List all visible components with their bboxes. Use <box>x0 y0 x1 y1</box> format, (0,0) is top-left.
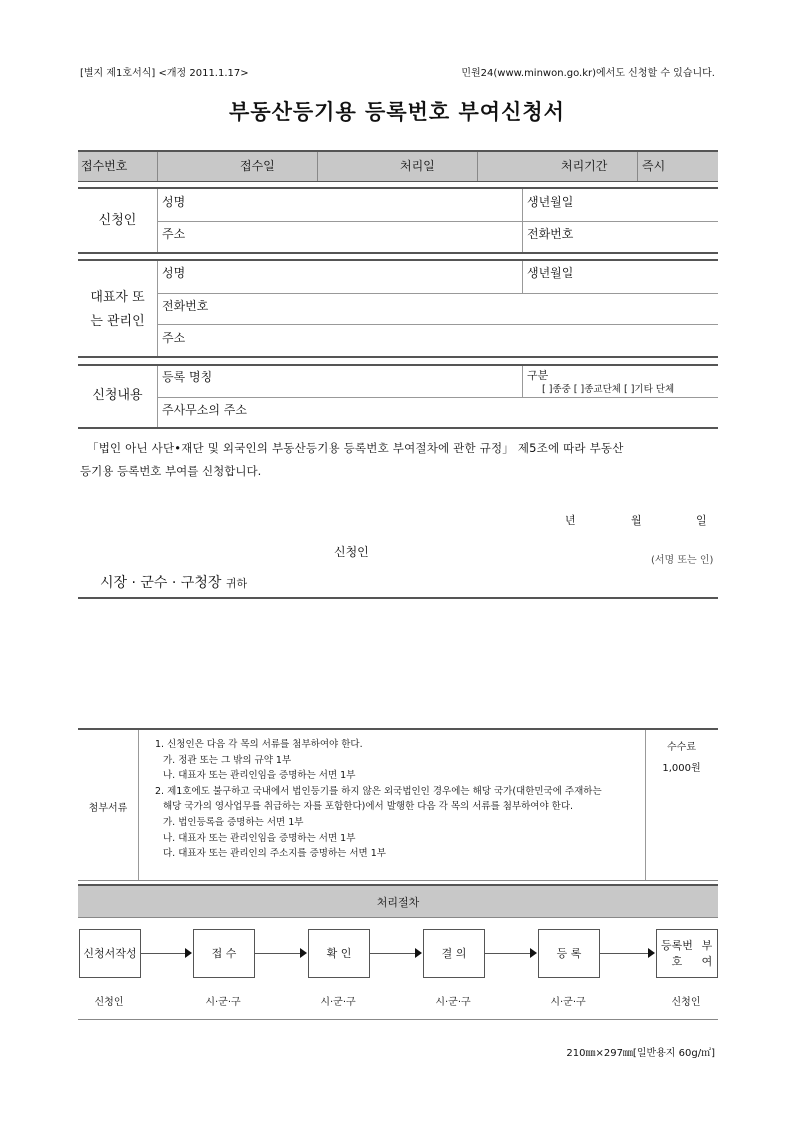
procedure-top-border <box>78 884 718 886</box>
applicant-birth-field[interactable]: 생년월일 <box>527 195 574 209</box>
category-label: 구분 <box>527 369 549 382</box>
rep-birth-field[interactable]: 생년월일 <box>527 266 574 280</box>
receipt-divider <box>637 152 638 181</box>
procedure-arrow-icon <box>648 948 655 958</box>
attachment-item: 나. 대표자 또는 관리인임을 증명하는 서면 1부 <box>163 770 356 782</box>
procedure-step-actor: 시·군·구 <box>550 997 586 1008</box>
procedure-step-box <box>79 929 141 978</box>
applicant-name-field[interactable]: 성명 <box>162 195 186 209</box>
attachments-label-divider <box>138 730 139 880</box>
process-period-label: 처리기간 <box>561 159 608 173</box>
procedure-step-box <box>538 929 600 978</box>
attachment-item: 나. 대표자 또는 관리인임을 증명하는 서면 1부 <box>163 832 356 844</box>
receipt-number-label: 접수번호 <box>81 159 128 173</box>
date-year: 년 <box>565 514 576 527</box>
rep-bottom-border <box>78 356 718 358</box>
procedure-step-actor: 시·군·구 <box>320 997 356 1008</box>
applicant-row-divider <box>157 221 718 222</box>
form-number: [별지 제1호서식] <개정 2011.1.17> <box>80 68 249 79</box>
receipt-divider <box>477 152 478 181</box>
rep-row-divider <box>157 293 718 294</box>
date-day: 일 <box>696 514 707 527</box>
procedure-step-label: 신청서 <box>83 946 116 960</box>
fee-value: 1,000원 <box>662 763 701 774</box>
applicant-top-border <box>78 187 718 189</box>
procedure-step-box <box>308 929 370 978</box>
procedure-arrow-icon <box>415 948 422 958</box>
receipt-top-border <box>78 150 718 152</box>
recipient-title <box>100 572 247 592</box>
date-month: 월 <box>631 514 642 527</box>
procedure-step-label: 부여 <box>701 938 713 968</box>
content-top-border <box>78 364 718 366</box>
procedure-arrow-icon <box>530 948 537 958</box>
content-section-label: 신청내용 <box>92 388 143 403</box>
rep-section-label-2: 는 관리인 <box>90 314 145 329</box>
content-row-divider <box>157 397 718 398</box>
receipt-date-label: 접수일 <box>240 159 275 173</box>
statement-line-1: 「법인 아닌 사단•재단 및 외국인의 부동산등기용 등록번호 부여절차에 관한 규정」 제5조에 따라 부동산 <box>87 441 624 455</box>
attachments-top-border <box>78 728 718 730</box>
procedure-bottom-border <box>78 1019 718 1020</box>
signature-applicant-label: 신청인 <box>334 545 369 559</box>
procedure-arrow-icon <box>300 948 307 958</box>
applicant-bottom-border <box>78 252 718 254</box>
rep-label-divider <box>157 261 158 356</box>
process-period-value: 즉시 <box>642 159 666 173</box>
page-title: 부동산등기용 등록번호 부여신청서 <box>229 100 565 124</box>
receipt-bottom-border <box>78 181 718 182</box>
procedure-step-actor: 신청인 <box>94 997 124 1008</box>
paper-spec: 210㎜×297㎜[일반용지 60g/㎡] <box>566 1048 715 1059</box>
applicant-phone-field[interactable]: 전화번호 <box>527 227 574 241</box>
statement-line-2: 등기용 등록번호 부여를 신청합니다. <box>80 464 262 478</box>
attachments-list <box>151 737 602 862</box>
procedure-step-label: 접 수 <box>211 946 237 960</box>
registration-name-field[interactable]: 등록 명칭 <box>162 370 213 384</box>
attachments-label: 첨부서류 <box>88 803 128 814</box>
procedure-arrow-icon <box>185 948 192 958</box>
rep-top-border <box>78 259 718 261</box>
procedure-step-label: 등록번호 <box>661 938 693 968</box>
attachment-item: 2. 제1호에도 불구하고 국내에서 법인등기를 하지 않은 외국법인인 경우에는 해당 국가(대한민국에 주재하는 <box>155 785 602 797</box>
procedure-step-label: 결 의 <box>441 946 467 960</box>
procedure-arrow-line <box>484 953 530 954</box>
procedure-step-actor: 신청인 <box>671 997 701 1008</box>
procedure-arrow-line <box>254 953 300 954</box>
rep-address-field[interactable]: 주소 <box>162 331 186 345</box>
procedure-arrow-line <box>599 953 648 954</box>
procedure-step-box <box>193 929 255 978</box>
procedure-title: 처리절차 <box>376 896 420 909</box>
procedure-step-label: 등 록 <box>556 946 582 960</box>
process-date-label: 처리일 <box>400 159 435 173</box>
attachment-item: 1. 신청인은 다음 각 목의 서류를 첨부하여야 한다. <box>155 739 363 750</box>
category-options[interactable]: [ ]종중 [ ]종교단체 [ ]기타 단체 <box>542 384 675 395</box>
rep-row-divider <box>157 324 718 325</box>
procedure-step-label: 작성 <box>115 946 137 960</box>
minwon-note: 민원24(www.minwon.go.kr)에서도 신청할 수 있습니다. <box>461 68 715 79</box>
receipt-divider <box>157 152 158 181</box>
attachments-bottom-border <box>78 880 718 881</box>
attachment-item: 가. 정관 또는 그 밖의 규약 1부 <box>163 754 292 766</box>
procedure-step-actor: 시·군·구 <box>205 997 241 1008</box>
procedure-step-box <box>656 929 718 978</box>
applicant-section-label: 신청인 <box>98 213 137 228</box>
rep-phone-field[interactable]: 전화번호 <box>162 299 209 313</box>
attachment-item: 다. 대표자 또는 관리인의 주소지를 증명하는 서면 1부 <box>163 848 386 860</box>
rep-section-label-1: 대표자 또 <box>90 290 145 305</box>
form-bottom-border <box>78 597 718 599</box>
signature-note[interactable]: (서명 또는 인) <box>651 555 714 566</box>
rep-mid-divider <box>522 261 523 293</box>
fee-label: 수수료 <box>667 742 696 753</box>
procedure-arrow-line <box>369 953 415 954</box>
office-address-field[interactable]: 주사무소의 주소 <box>162 403 247 417</box>
content-mid-divider <box>522 366 523 397</box>
rep-name-field[interactable]: 성명 <box>162 266 186 280</box>
procedure-header-bottom <box>78 917 718 918</box>
recipient-suffix: 귀하 <box>225 577 248 590</box>
procedure-step-label: 확 인 <box>326 946 352 960</box>
content-bottom-border <box>78 427 718 429</box>
applicant-address-field[interactable]: 주소 <box>162 227 186 241</box>
procedure-step-box <box>423 929 485 978</box>
recipient-names: 시장 · 군수 · 구청장 <box>100 575 222 591</box>
procedure-step-actor: 시·군·구 <box>435 997 471 1008</box>
procedure-arrow-line <box>140 953 185 954</box>
receipt-row <box>78 150 718 181</box>
attachment-item: 해당 국가의 영사업무를 취급하는 자를 포함한다)에서 발행한 다음 각 목의 서류를 첨부하여야 한다. <box>163 801 574 813</box>
attachment-item: 가. 법인등록을 증명하는 서면 1부 <box>163 816 304 828</box>
receipt-divider <box>317 152 318 181</box>
